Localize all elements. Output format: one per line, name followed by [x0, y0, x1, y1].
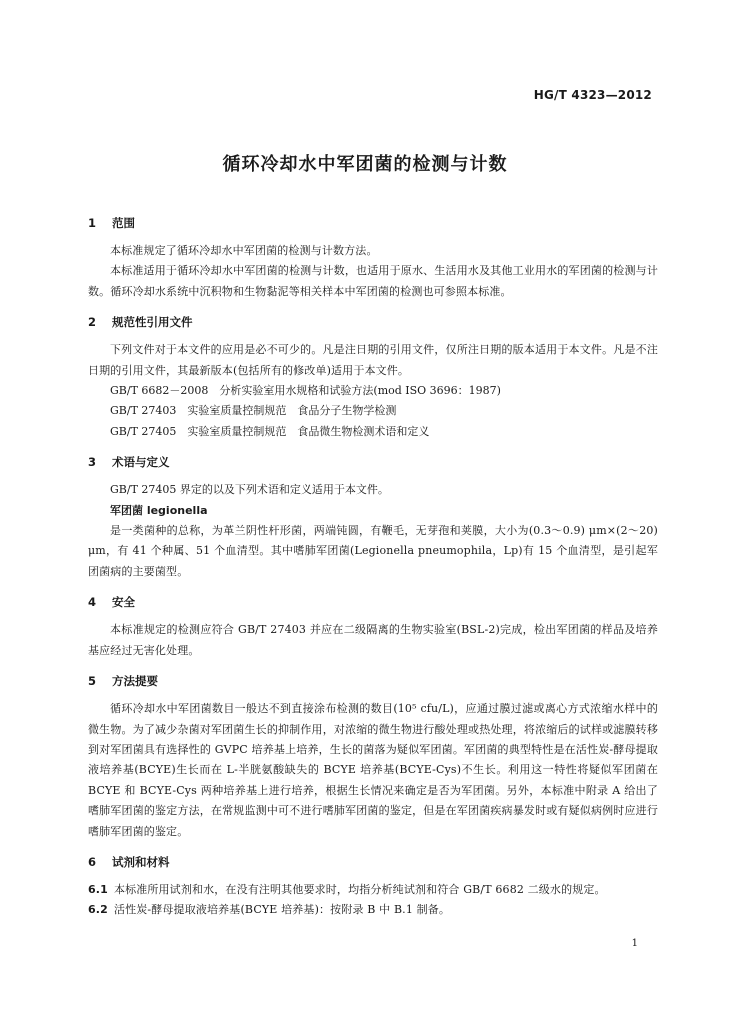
subsection: 6.2 活性炭-酵母提取液培养基(BCYE 培养基)：按附录 B 中 B.1 制备。	[88, 903, 451, 917]
reference-item: GB/T 27403 实验室质量控制规范 食品分子生物学检测	[110, 404, 397, 418]
section-heading-terms: 3 术语与定义	[88, 455, 170, 470]
paragraph: 下列文件对于本文件的应用是必不可少的。凡是注日期的引用文件，仅所注日期的版本适用于本文件。凡是不注日期的引用文件，其最新版本(包括所有的修改单)适用于本文件。	[88, 343, 658, 377]
page-number: 1	[631, 938, 638, 949]
paragraph: 本标准规定了循环冷却水中军团菌的检测与计数方法。	[110, 244, 378, 257]
standard-code: HG/T 4323—2012	[533, 88, 652, 102]
section-heading-safety: 4 安全	[88, 595, 135, 610]
term-definition: 是一类菌种的总称，为革兰阴性杆形菌，两端钝圆，有鞭毛，无芽孢和荚膜，大小为(0.3～0.9) μm×(2～20) μm，有 41 个种属、51 个血清型。其中嗜肺军团菌(Legionella pneumophila，Lp)有 15 个血清型，是引起军团菌病的主要菌型。	[88, 524, 658, 578]
reference-item: GB/T 6682－2008 分析实验室用水规格和试验方法(mod ISO 3696：1987)	[110, 384, 501, 398]
paragraph: 本标准适用于循环冷却水中军团菌的检测与计数，也适用于原水、生活用水及其他工业用水的军团菌的检测与计数。循环冷却水系统中沉积物和生物黏泥等相关样本中军团菌的检测也可参照本标准。	[88, 264, 658, 298]
paragraph: 循环冷却水中军团菌数目一般达不到直接涂布检测的数目(10⁵ cfu/L)，应通过膜过滤或离心方式浓缩水样中的微生物。为了减少杂菌对军团菌生长的抑制作用，对浓缩的微生物进行酸处理或热处理，将浓缩后的试样或滤膜转移到对军团菌具有选择性的 GVPC 培养基上培养，生长的菌落为疑似军团菌。军团菌的典型特性是在活性炭-酵母提取液培养基(BCYE)生长而在 L-半胱氨酸缺失的 BCYE 培养基(BCYE-Cys)不生长。利用这一特性将疑似军团菌在 BCYE 和 BCYE-Cys 两种培养基上进行培养，根据生长情况来确定是否为军团菌。另外，本标准中附录 A 给出了嗜肺军团菌的鉴定方法，在常规监测中可不进行嗜肺军团菌的鉴定，但是在军团菌疾病暴发时或有疑似病例时应进行嗜肺军团菌的鉴定。	[88, 702, 658, 838]
paragraph: 本标准规定的检测应符合 GB/T 27403 并应在二级隔离的生物实验室(BSL-2)完成，检出军团菌的样品及培养基应经过无害化处理。	[88, 623, 658, 657]
term-name: 军团菌 legionella	[110, 503, 208, 517]
section-heading-scope: 1 范围	[88, 216, 135, 230]
subsection: 6.1 本标准所用试剂和水，在没有注明其他要求时，均指分析纯试剂和符合 GB/T 6682 二级水的规定。	[88, 882, 606, 896]
section-heading-reagents: 6 试剂和材料	[88, 854, 170, 869]
section-heading-normative-references: 2 规范性引用文件	[88, 315, 193, 330]
reference-item: GB/T 27405 实验室质量控制规范 食品微生物检测术语和定义	[110, 424, 430, 438]
document-title: 循环冷却水中军团菌的检测与计数	[222, 154, 508, 175]
terms-intro: GB/T 27405 界定的以及下列术语和定义适用于本文件。	[110, 483, 389, 497]
section-heading-method-summary: 5 方法提要	[88, 674, 158, 689]
document-body	[88, 213, 658, 921]
